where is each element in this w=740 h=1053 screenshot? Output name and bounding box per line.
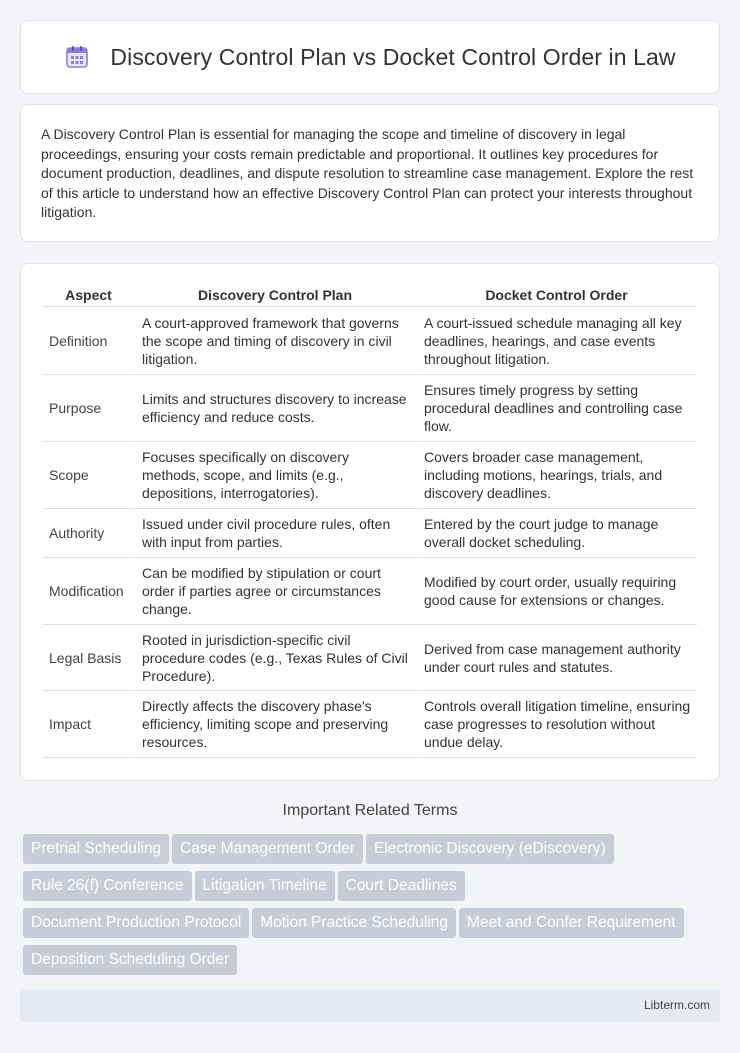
related-term-tag[interactable]: Deposition Scheduling Order <box>23 945 237 975</box>
related-term-tag[interactable]: Document Production Protocol <box>23 908 249 938</box>
cell-docket-control-order: A court-issued schedule managing all key deadlines, hearings, and case events throughout litigation. <box>416 307 697 375</box>
related-term-tag[interactable]: Motion Practice Scheduling <box>252 908 456 938</box>
related-term-tag[interactable]: Litigation Timeline <box>195 871 335 901</box>
cell-aspect: Modification <box>43 558 134 625</box>
related-term-tag[interactable]: Case Management Order <box>172 834 363 864</box>
cell-discovery-control-plan: A court-approved framework that governs the scope and timing of discovery in civil litigation. <box>134 307 416 375</box>
cell-aspect: Purpose <box>43 375 134 442</box>
cell-docket-control-order: Ensures timely progress by setting procedural deadlines and controlling case flow. <box>416 375 697 442</box>
related-term-tag[interactable]: Court Deadlines <box>338 871 465 901</box>
intro-card <box>20 104 720 242</box>
table-row <box>43 307 697 375</box>
table-row <box>43 691 697 758</box>
cell-aspect: Authority <box>43 509 134 558</box>
cell-discovery-control-plan: Directly affects the discovery phase's efficiency, limiting scope and preserving resources. <box>134 691 416 758</box>
related-term-tag[interactable]: Meet and Confer Requirement <box>459 908 684 938</box>
page-title: Discovery Control Plan vs Docket Control Order in Law <box>110 43 676 70</box>
table-header-row <box>43 282 697 307</box>
cell-aspect: Impact <box>43 691 134 758</box>
cell-docket-control-order: Derived from case management authority under court rules and statutes. <box>416 625 697 691</box>
title-card <box>20 20 720 94</box>
related-terms-list <box>23 834 723 982</box>
related-term-tag[interactable]: Pretrial Scheduling <box>23 834 169 864</box>
footer-site-link[interactable]: Libterm.com <box>643 998 710 1012</box>
cell-aspect: Scope <box>43 442 134 509</box>
cell-aspect: Legal Basis <box>43 625 134 691</box>
cell-docket-control-order: Controls overall litigation timeline, ensuring case progresses to resolution without undue delay. <box>416 691 697 758</box>
cell-docket-control-order: Covers broader case management, including motions, hearings, trials, and discovery deadlines. <box>416 442 697 509</box>
related-term-tag[interactable]: Rule 26(f) Conference <box>23 871 192 901</box>
table-row <box>43 625 697 691</box>
header-aspect: Aspect <box>43 282 134 307</box>
footer <box>20 989 720 1022</box>
calendar-icon <box>64 44 90 70</box>
cell-discovery-control-plan: Issued under civil procedure rules, often with input from parties. <box>134 509 416 558</box>
cell-discovery-control-plan: Rooted in jurisdiction-specific civil procedure codes (e.g., Texas Rules of Civil Procedure). <box>134 625 416 691</box>
cell-discovery-control-plan: Can be modified by stipulation or court order if parties agree or circumstances change. <box>134 558 416 625</box>
cell-docket-control-order: Modified by court order, usually requiring good cause for extensions or changes. <box>416 558 697 625</box>
related-term-tag[interactable]: Electronic Discovery (eDiscovery) <box>366 834 614 864</box>
cell-aspect: Definition <box>43 307 134 375</box>
comparison-table <box>43 282 697 758</box>
cell-discovery-control-plan: Limits and structures discovery to increase efficiency and reduce costs. <box>134 375 416 442</box>
related-terms-title: Important Related Terms <box>282 802 458 819</box>
table-row <box>43 509 697 558</box>
table-row <box>43 558 697 625</box>
cell-docket-control-order: Entered by the court judge to manage overall docket scheduling. <box>416 509 697 558</box>
cell-discovery-control-plan: Focuses specifically on discovery methods, scope, and limits (e.g., depositions, interrogatories). <box>134 442 416 509</box>
table-row <box>43 442 697 509</box>
header-docket-control-order: Docket Control Order <box>416 282 697 307</box>
header-discovery-control-plan: Discovery Control Plan <box>134 282 416 307</box>
intro-text: A Discovery Control Plan is essential for managing the scope and timeline of discovery in legal proceedings, ensuring your costs remain predictable and proportional. It outlines key procedures for document production, deadlines, and dispute resolution to streamline case management. Explore the rest of this article to understand how an effective Discovery Control Plan can protect your interests throughout litigation. <box>41 126 694 220</box>
comparison-table-card <box>20 263 720 781</box>
table-row <box>43 375 697 442</box>
